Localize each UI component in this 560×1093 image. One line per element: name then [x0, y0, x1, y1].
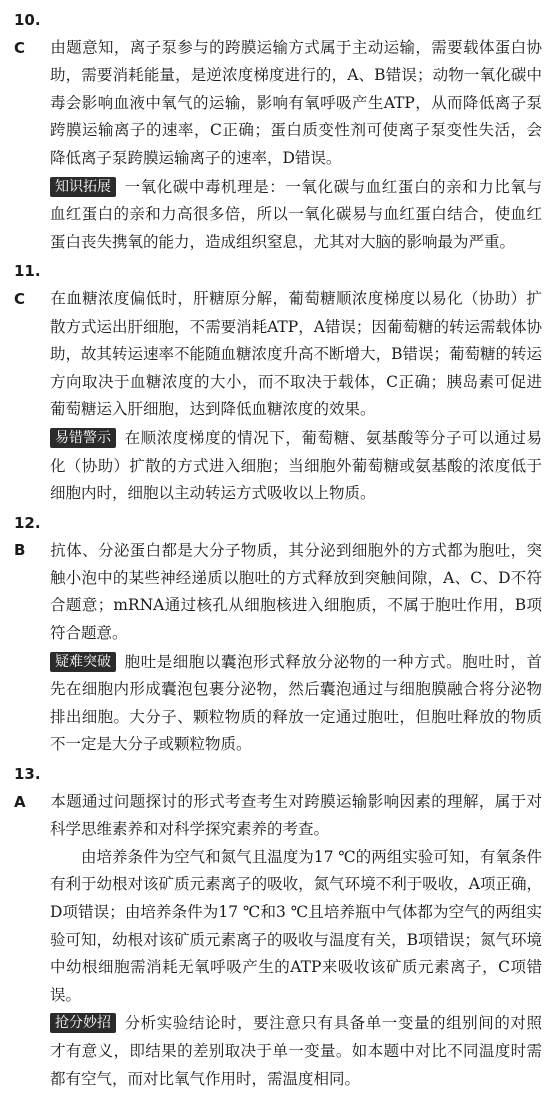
answer-explanation: 在血糖浓度偏低时，肝糖原分解，葡萄糖顺浓度梯度以易化（协助）扩散方式运出肝细胞，不需要消耗ATP，A错误；因葡萄糖的转运需载体协助，故其转运速率不能随血糖浓度升高不断增大，B错误；葡萄糖的转运方向取决于血糖浓度的大小，而不取决于载体，C正确；胰岛素可促进葡萄糖运入肝细胞，达到降低血糖浓度的效果。: [50, 289, 542, 419]
tip-text: 在顺浓度梯度的情况下，葡萄糖、氨基酸等分子可以通过易化（协助）扩散的方式进入细胞；当细胞外葡萄糖或氨基酸的浓度低于细胞内时，细胞以主动转运方式吸收以上物质。: [50, 428, 542, 503]
tip-box: [14, 1010, 542, 1093]
answer-item-13: [14, 761, 542, 1093]
tip-text: 一氧化碳中毒机理是：一氧化碳与血红蛋白的亲和力比氧与血红蛋白的亲和力高很多倍，所以一氧化碳易与血红蛋白结合，使血红蛋白丧失携氧的能力，造成组织窒息，尤其对大脑的影响最为严重。: [50, 177, 542, 251]
tip-tag: 抢分妙招: [50, 1013, 116, 1033]
tip-text: 分析实验结论时，要注意只有具备单一变量的组别间的对照才有意义，即结果的差别取决于单一变量。如本题中对比不同温度时需都有空气，而对比氧气作用时，需温度相同。: [50, 1014, 542, 1088]
answer-item-10: [14, 7, 542, 256]
tip-tag: 疑难突破: [50, 652, 116, 672]
tip-box: [14, 174, 542, 257]
tip-box: [14, 649, 542, 759]
tip-text: 胞吐是细胞以囊泡形式释放分泌物的一种方式。胞吐时，首先在细胞内形成囊泡包裹分泌物，然后囊泡通过与细胞膜融合将分泌物排出细胞。大分子、颗粒物质的释放一定通过胞吐，但胞吐释放的物质不一定是大分子或颗粒物质。: [50, 652, 542, 754]
tip-tag: 易错警示: [50, 428, 116, 448]
answer-item-11: [14, 258, 542, 507]
answer-explanation: 本题通过问题探讨的形式考查考生对跨膜运输影响因素的理解，属于对科学思维素养和对科学探究素养的考查。: [50, 792, 542, 839]
answer-number: 13.A: [14, 765, 41, 811]
answer-number: 11.C: [14, 262, 41, 308]
answer-paragraph: 由培养条件为空气和氮气且温度为17 ℃的两组实验可知，有氧条件有利于幼根对该矿质元素离子的吸收，氮气环境不利于吸收，A项正确，D项错误；由培养条件为17 ℃和3 ℃且培养瓶中气体都为空气的两组实验可知，幼根对该矿质元素离子的吸收与温度有关，B项错误；氮气环境中幼根细胞需消耗无氧呼吸产生的ATP来吸收该矿质元素离子，C项错误。: [50, 847, 542, 1004]
answer-explanation: 由题意知，离子泵参与的跨膜运输方式属于主动运输，需要载体蛋白协助，需要消耗能量，是逆浓度梯度进行的，A、B错误；动物一氧化碳中毒会影响血液中氧气的运输，影响有氧呼吸产生ATP，从而降低离子泵跨膜运输离子的速率，C正确；蛋白质变性剂可使离子泵变性失活，会降低离子泵跨膜运输离子的速率，D错误。: [50, 38, 542, 167]
answer-item-12: [14, 510, 542, 759]
answer-number: 12.B: [14, 513, 41, 560]
tip-tag: 知识拓展: [50, 177, 116, 197]
tip-box: [14, 425, 542, 508]
answer-explanation: 抗体、分泌蛋白都是大分子物质，其分泌到细胞外的方式都为胞吐，突触小泡中的某些神经递质以胞吐的方式释放到突触间隙，A、C、D不符合题意；mRNA通过核孔从细胞核进入细胞质，不属于胞吐作用，B项符合题意。: [50, 541, 542, 643]
answer-number: 10.C: [14, 11, 41, 57]
